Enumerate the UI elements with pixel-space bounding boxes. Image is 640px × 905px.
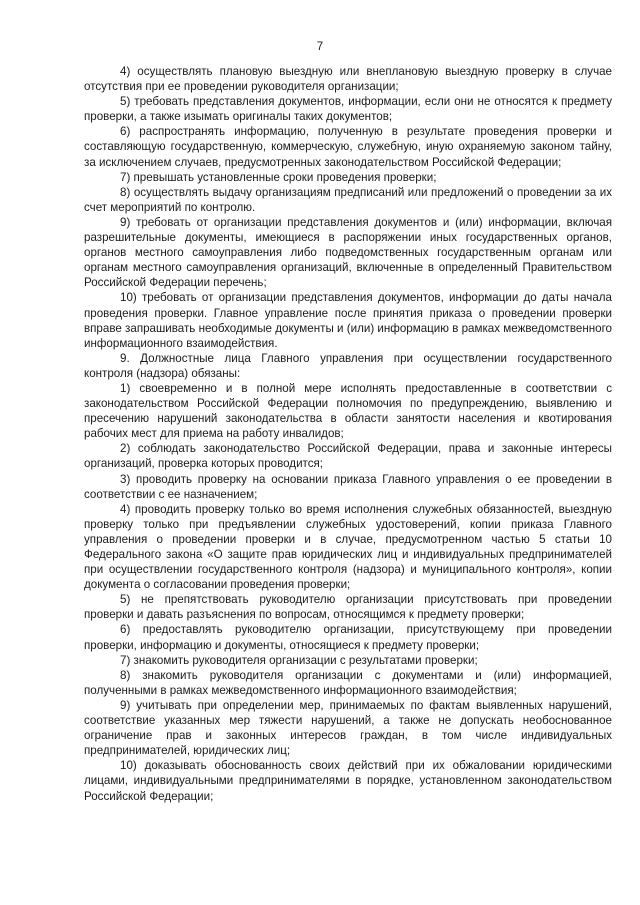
paragraph: 5) требовать представления документов, информации, если они не относятся к предмету проверки, а также изымать оригиналы таких документов;	[84, 95, 612, 124]
paragraph: 4) осуществлять плановую выездную или внеплановую выездную проверку в случае отсутствия при ее проведении руководителя организации;	[84, 65, 612, 94]
paragraph: 4) проводить проверку только во время исполнения служебных обязанностей, выездную проверку только при предъявлении служебных удостоверений, копии приказа Главного управления о проведении проверки и в случае, предусмотренном частью 5 статьи 10 Федерального закона «О защите прав юридических лиц и индивидуальных предпринимателей при осуществлении государственного контроля (надзора) и муниципального контроля», копии документа о согласовании проведения проверки;	[84, 502, 612, 592]
paragraph: 1) своевременно и в полной мере исполнять предоставленные в соответствии с законодательством Российской Федерации полномочия по предупреждению, выявлению и пресечению нарушений законодательства в области занятости населения и квотирования рабочих мест для приема на работу инвалидов;	[84, 381, 612, 441]
paragraph: 6) предоставлять руководителю организации, присутствующему при проведении проверки, информацию и документы, относящиеся к предмету проверки;	[84, 623, 612, 652]
paragraph: 6) распространять информацию, полученную в результате проведения проверки и составляющую государственную, коммерческую, служебную, иную охраняемую законом тайну, за исключением случаев, предусмотренных законодательством Российской Федерации;	[84, 125, 612, 169]
paragraph: 3) проводить проверку на основании приказа Главного управления о ее проведении в соответствии с ее назначением;	[84, 472, 612, 501]
document-body	[84, 64, 612, 804]
paragraph: 7) превышать установленные сроки проведения проверки;	[120, 170, 437, 184]
page-number: 7	[316, 41, 324, 53]
paragraph: 8) осуществлять выдачу организациям предписаний или предложений о проведении за их счет мероприятий по контролю.	[84, 185, 612, 214]
paragraph: 8) знакомить руководителя организации с документами и (или) информацией, полученными в рамках межведомственного информационного взаимодействия;	[84, 668, 612, 697]
paragraph: 9) учитывать при определении мер, принимаемых по фактам выявленных нарушений, соответствие указанных мер тяжести нарушений, а также не допускать необоснованное ограничение прав и законных интересов граждан, в том числе индивидуальных предпринимателей, юридических лиц;	[84, 698, 612, 758]
paragraph: 5) не препятствовать руководителю организации присутствовать при проведении проверки и давать разъяснения по вопросам, относящимся к предмету проверки;	[84, 593, 612, 622]
section-paragraph: 9. Должностные лица Главного управления при осуществлении государственного контроля (надзора) обязаны:	[84, 351, 612, 380]
paragraph: 10) доказывать обоснованность своих действий при их обжаловании юридическими лицами, индивидуальными предпринимателями в порядке, установленном законодательством Российской Федерации;	[84, 759, 612, 803]
paragraph: 7) знакомить руководителя организации с результатами проверки;	[120, 653, 478, 667]
paragraph: 2) соблюдать законодательство Российской Федерации, права и законные интересы организаций, проверка которых проводится;	[84, 442, 612, 471]
paragraph: 9) требовать от организации представления документов и (или) информации, включая разрешительные документы, имеющиеся в распоряжении иных государственных органов, органов местного самоуправления либо подведомственных государственным органам или органам местного самоуправления организаций, включенные в определенный Правительством Российской Федерации перечень;	[84, 215, 612, 290]
paragraph: 10) требовать от организации представления документов, информации до даты начала проведения проверки. Главное управление после принятия приказа о проведении проверки вправе запрашивать необходимые документы и (или) информацию в рамках межведомственного информационного взаимодействия.	[84, 291, 612, 350]
